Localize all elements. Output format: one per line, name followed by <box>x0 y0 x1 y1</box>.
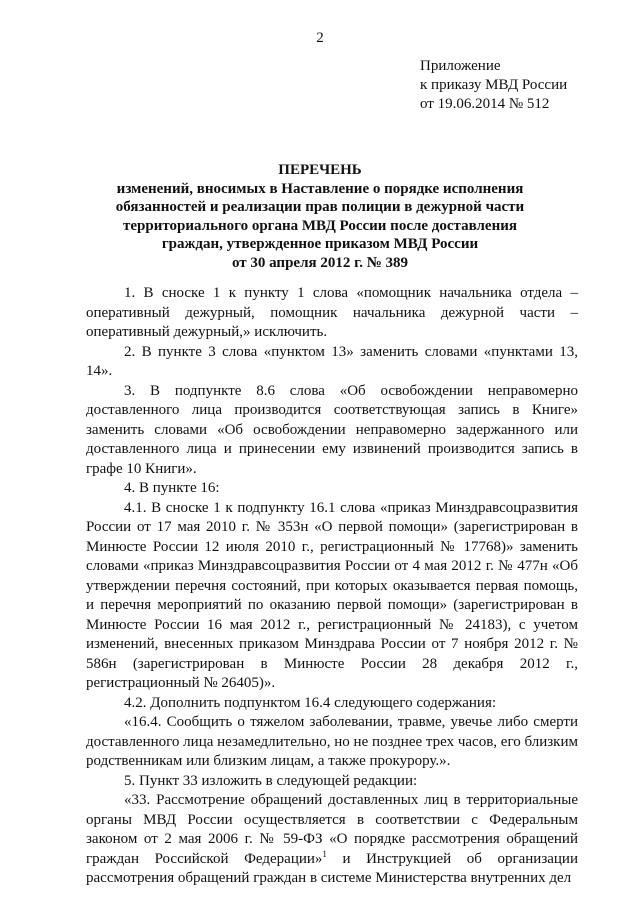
title-line-4: граждан, утвержденное приказом МВД России <box>161 236 479 252</box>
title-line-2: обязанностей и реализации прав полиции в дежурной части <box>115 199 525 215</box>
appendix-line-2: к приказу МВД России <box>420 77 568 93</box>
paragraph-5: 5. Пункт 33 изложить в следующей редакции: <box>124 772 418 789</box>
paragraph-16-4-quote: «16.4. Сообщить о тяжелом заболевании, травме, увечье либо смерти доставленного лица незамедлительно, но не позднее трех часов, его близким родственникам или близким лицам, а также прокурору.». <box>86 714 578 769</box>
paragraph-33-text-before: «33. Рассмотрение обращений доставленных лиц в территориальные органы МВД России осуществляется в соответствии с Федеральным законом от 2 мая 2006 г. № 59-ФЗ «О порядке рассмотрения обращений граждан Российской Федерации» <box>86 792 578 867</box>
paragraph-2: 2. В пункте 3 слова «пунктом 13» заменить словами «пунктами 13, 14». <box>86 343 578 379</box>
paragraph-33-quote <box>86 791 578 889</box>
title-heading: ПЕРЕЧЕНЬ <box>278 162 362 178</box>
paragraph-1: 1. В сноске 1 к пункту 1 слова «помощник начальника отдела – оперативный дежурный, помощник начальника дежурной части – оперативный дежурный,» исключить. <box>86 285 578 340</box>
title-line-1: изменений, вносимых в Наставление о порядке исполнения <box>116 180 524 197</box>
paragraph-4-2: 4.2. Дополнить подпунктом 16.4 следующего содержания: <box>124 694 497 711</box>
paragraph-4: 4. В пункте 16: <box>124 480 220 496</box>
paragraph-33-text-after: и Инструкцией об организации рассмотрения обращений граждан в системе Министерства внутренних дел <box>86 850 578 886</box>
title-line-3: территориального органа МВД России после доставления <box>123 217 517 234</box>
document-title <box>0 161 640 272</box>
paragraph-3: 3. В подпункте 8.6 слова «Об освобождении неправомерно доставленного лица производится соответствующая запись в Книге» заменить словами «Об освобождении неправомерно задержанного или доставленного лица и принесении ему извинений производится запись в графе 10 Книги». <box>86 382 578 477</box>
page-number: 2 <box>316 30 324 46</box>
document-body <box>86 284 578 889</box>
title-line-5: от 30 апреля 2012 г. № 389 <box>231 254 409 271</box>
appendix-line-3: от 19.06.2014 № 512 <box>420 96 550 112</box>
appendix-block <box>420 57 567 114</box>
footnote-mark: 1 <box>322 848 327 859</box>
appendix-line-1: Приложение <box>420 58 501 74</box>
paragraph-4-1: 4.1. В сноске 1 к подпункту 16.1 слова «приказ Минздравсоцразвития России от 17 мая 2010 г. № 353н «О первой помощи» (зарегистрирован в Минюсте России 12 июля 2010 г., регистрационный № 17768)» заменить словами «приказ Минздравсоцразвития России от 4 мая 2012 г. № 477н «Об утверждении перечня состояний, при которых оказывается первая помощь, и перечня мероприятий по оказанию первой помощи» (зарегистрирован в Минюсте России 16 мая 2012 г., регистрационный № 24183), с учетом изменений, внесенных приказом Минздрава России от 7 ноября 2012 г. № 586н (зарегистрирован в Минюсте России 28 декабря 2012 г., регистрационный № 26405)». <box>86 499 578 691</box>
